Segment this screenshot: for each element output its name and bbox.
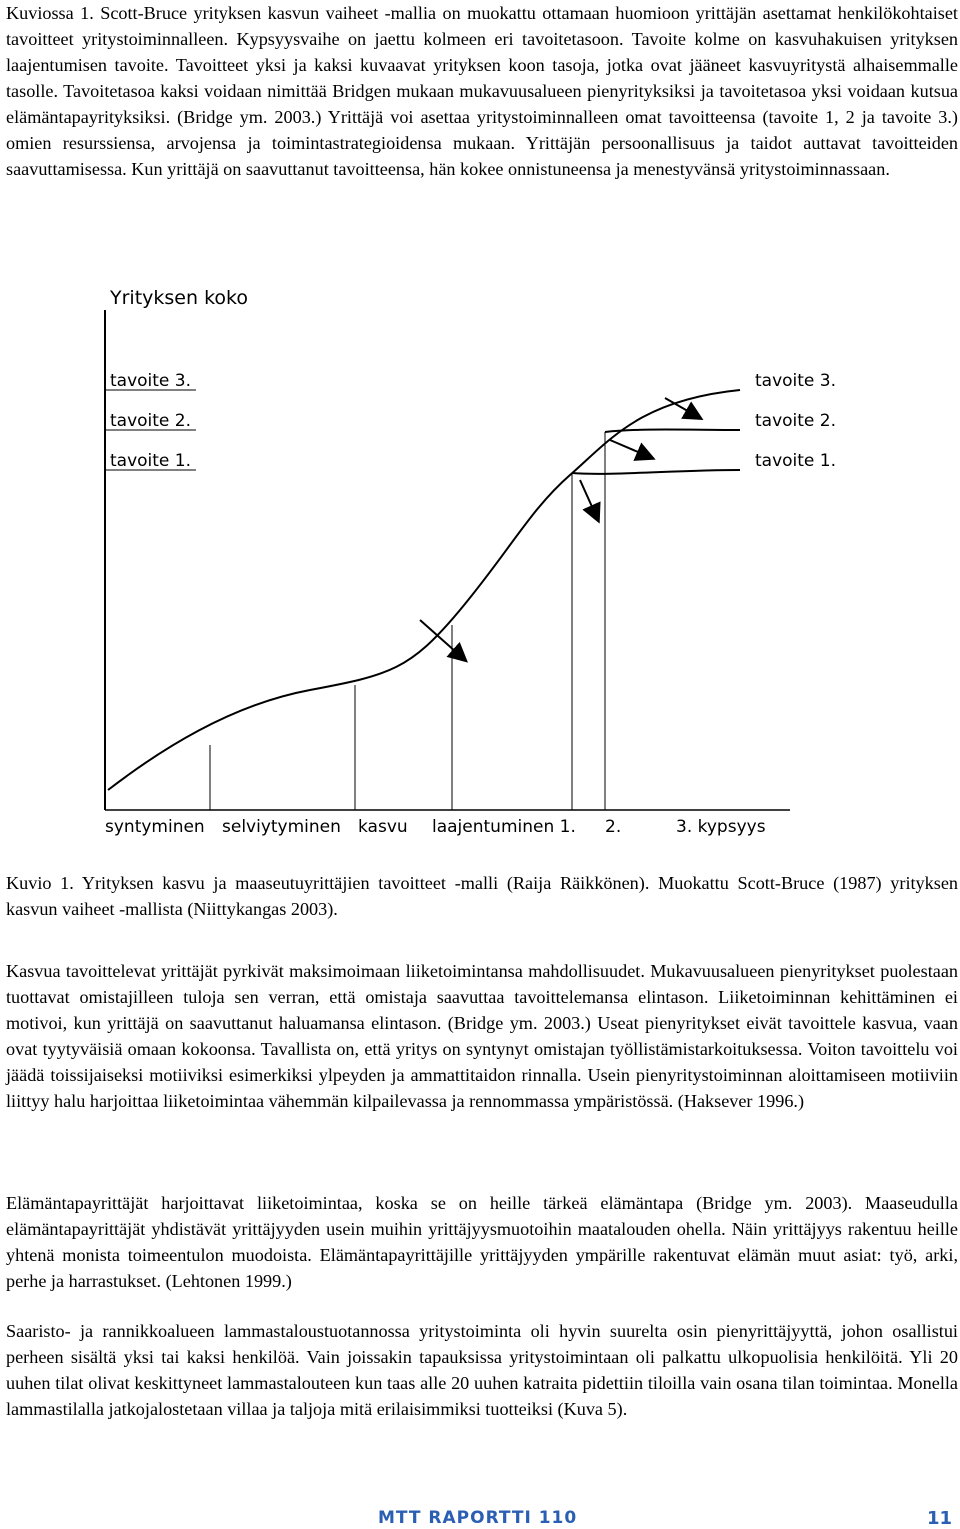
stage-label-selviytyminen: selviytyminen	[222, 817, 341, 837]
left-label-tavoite-3: tavoite 3.	[110, 371, 192, 391]
right-label-tavoite-3: tavoite 3.	[755, 371, 837, 391]
stage-label-2: 2.	[605, 817, 622, 837]
left-label-tavoite-2: tavoite 2.	[110, 411, 192, 431]
intro-paragraph: Kuviossa 1. Scott-Bruce yrityksen kasvun vaiheet -mallia on muokattu ottamaan huomioon yrittäjän asettamat henkilökohtaiset tavoitteet yritystoiminnalleen. Kypsyysvaihe on jaettu kolmeen eri tavoitetasoon. Tavoite kolme on kasvuhakuisen yrityksen laajentumisen tavoite. Tavoitteet yksi ja kaksi kuvaavat yrityksen koon tasoja, jotka ovat jääneet kasvuyritystä alhaisemmalle tasolle. Tavoitetasoa kaksi voidaan nimittää Bridgen mukaan mukavuusalueen pienyrityksiksi ja tavoitetasoa yksi voidaan kutsua elämäntapayrityksiksi. (Bridge ym. 2003.) Yrittäjä voi asettaa yritystoiminnalleen omat tavoitteensa (tavoite 1, 2 ja tavoite 3.) omien resurssiensa, arvojensa ja toimintastrategioidensa mukaan. Yrittäjän persoonallisuus ja taidot auttavat tavoitteiden saavuttamisessa. Kun yrittäjä on saavuttanut tavoitteensa, hän kokee onnistuneensa ja menestyvänsä yritystoiminnassaan.	[6, 3, 958, 179]
stage-label-laajentuminen: laajentuminen 1.	[432, 817, 576, 837]
stage-label-kasvu: kasvu	[358, 817, 408, 837]
branch-tavoite-1	[572, 470, 740, 474]
page-number: 11	[926, 1508, 952, 1529]
arrow-1	[420, 620, 465, 660]
arrow-3	[610, 440, 652, 458]
stage-label-syntyminen: syntyminen	[105, 817, 205, 837]
right-label-tavoite-2: tavoite 2.	[755, 411, 837, 431]
left-label-tavoite-1: tavoite 1.	[110, 451, 192, 471]
arrow-2	[580, 480, 598, 520]
footer-brand: MTT RAPORTTI 110	[378, 1508, 578, 1528]
stage-label-kypsyys: 3. kypsyys	[676, 817, 766, 837]
figure-caption: Kuvio 1. Yrityksen kasvu ja maaseutuyrittäjien tavoitteet -malli (Raija Räikkönen). Muokattu Scott-Bruce (1987) yrityksen kasvun vaiheet -mallista (Niittykangas 2003).	[6, 873, 958, 919]
growth-stages-figure	[100, 280, 837, 840]
paragraph-2: Kasvua tavoittelevat yrittäjät pyrkivät maksimoimaan liiketoimintansa mahdollisuudet. Mukavuusalueen pienyritykset puolestaan tuottavat omistajilleen tuloja sen verran, että omistaja saavuttaa tavoittelemansa elintason. Liiketoiminnan kehittäminen ei motivoi, kun yrittäjä on saavuttanut haluamansa elintason. (Bridge ym. 2003.) Useat pienyritykset eivät tavoittele kasvua, vaan ovat tyytyväisiä omaan kokoonsa. Tavallista on, että yritys on syntynyt omistajan työllistämistarkoituksessa. Voiton tavoittelu voi jäädä toissijaiseksi motiiviksi esimerkiksi ylpeyden ja ammattitaidon rinnalla. Usein pienyritystoiminnan aloittamiseen motiiviin liittyy halu harjoittaa liiketoimintaa vähemmän kilpailevassa ja rennommassa ympäristössä. (Haksever 1996.)	[6, 961, 958, 1111]
y-axis-label: Yrityksen koko	[110, 287, 248, 309]
growth-curve	[108, 390, 740, 790]
right-label-tavoite-1: tavoite 1.	[755, 451, 837, 471]
paragraph-3: Elämäntapayrittäjät harjoittavat liiketoimintaa, koska se on heille tärkeä elämäntapa (Bridge ym. 2003). Maaseudulla elämäntapayrittäjät yhdistävät yrittäjyyden usein muihin yrittäjyysmuotoihin maatalouden ohella. Näin yrittäjyys rakentuu heille yhtenä monista toimeentulon muodoista. Elämäntapayrittäjille yrittäjyyden ympärille rakentuvat elämän muut asiat: työ, arki, perhe ja harrastukset. (Lehtonen 1999.)	[6, 1193, 958, 1291]
branch-tavoite-2	[605, 430, 740, 433]
paragraph-4: Saaristo- ja rannikkoalueen lammastaloustuotannossa yritystoiminta oli hyvin suurelta osin pienyrittäjyyttä, johon osallistui perheen sisältä yksi tai kaksi henkilöä. Vain joissakin tapauksissa yritystoimintaan oli palkattu ulkopuolisia henkilöitä. Yli 20 uuhen tilat olivat keskittyneet lammastalouteen kun taas alle 20 uuhen katraita pidettiin tiloilla vain osana tilan toimintaa. Monella lammastilalla jatkojalostetaan villaa ja taljoja mitä erilaisimmiksi tuotteiksi (Kuva 5).	[6, 1321, 958, 1419]
